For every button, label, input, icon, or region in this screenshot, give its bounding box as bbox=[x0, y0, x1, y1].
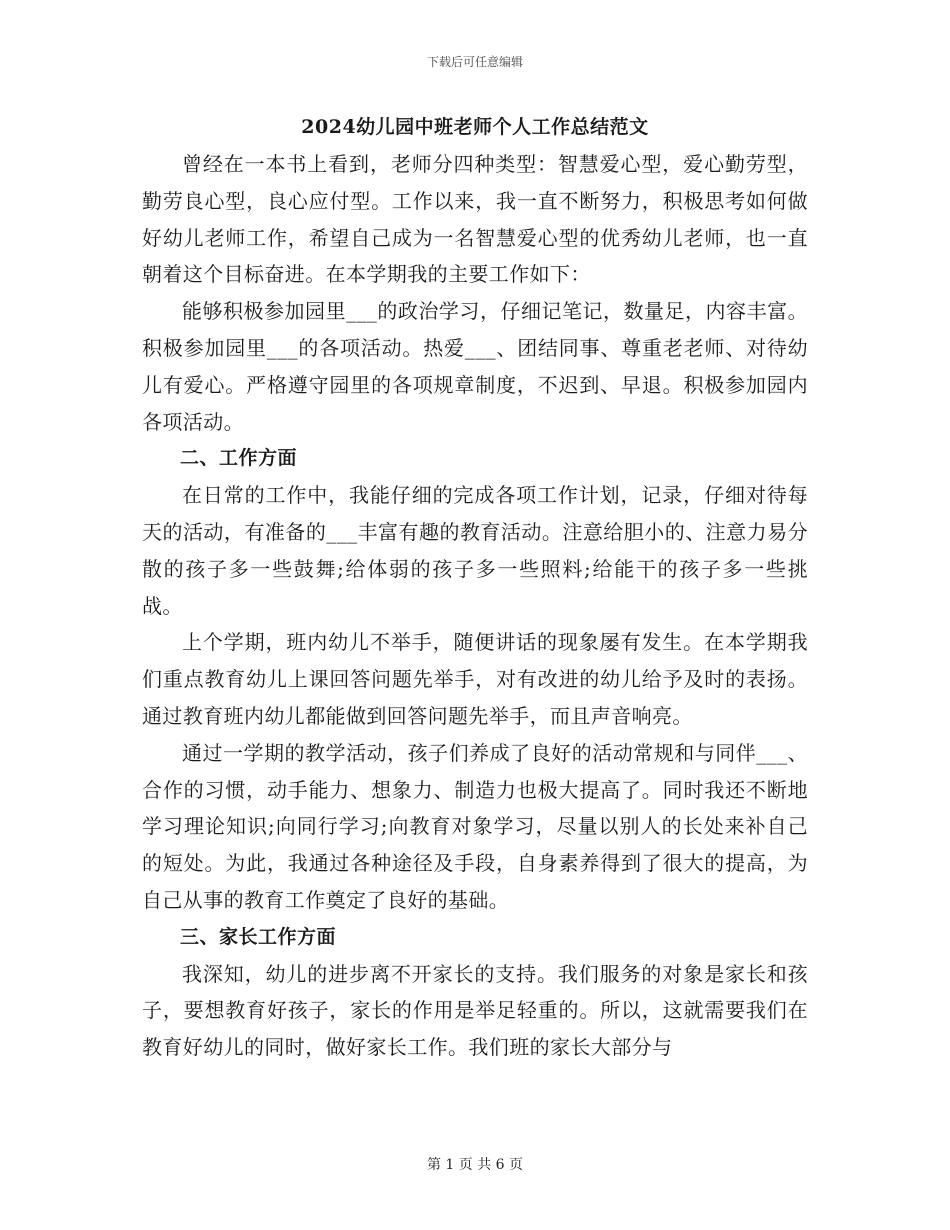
daily-work-paragraph: 在日常的工作中，我能仔细的完成各项工作计划，记录，仔细对待每天的活动，有准备的___丰富有趣的教育活动。注意给胆小的、注意力易分散的孩子多一些鼓舞;给体弱的孩子多一些照料;给能干的孩子多一些挑战。 bbox=[142, 483, 808, 618]
hand-raising-paragraph: 上个学期，班内幼儿不举手，随便讲话的现象屡有发生。在本学期我们重点教育幼儿上课回答问题先举手，对有改进的幼儿给予及时的表扬。通过教育班内幼儿都能做到回答问题先举手，而且声音响亮。 bbox=[142, 630, 808, 728]
document-body bbox=[142, 146, 808, 1066]
politics-paragraph: 能够积极参加园里___的政治学习，仔细记笔记，数量足，内容丰富。积极参加园里___的各项活动。热爱___、团结同事、尊重老老师、对待幼儿有爱心。严格遵守园里的各项规章制度，不迟到、早退。积极参加园内各项活动。 bbox=[142, 299, 808, 434]
page-header-note: 下载后可任意编辑 bbox=[426, 55, 523, 69]
teaching-activity-paragraph: 通过一学期的教学活动，孩子们养成了良好的活动常规和与同伴___、合作的习惯，动手能力、想象力、制造力也极大提高了。同时我还不断地学习理论知识;向同行学习;向教育对象学习，尽量以别人的长处来补自己的短处。为此，我通过各种途径及手段，自身素养得到了很大的提高，为自己从事的教育工作奠定了良好的基础。 bbox=[142, 740, 808, 912]
page-footer-number: 第 1 页 共 6 页 bbox=[426, 1157, 524, 1173]
document-title: 2024幼儿园中班老师个人工作总结范文 bbox=[301, 116, 649, 138]
intro-paragraph: 曾经在一本书上看到，老师分四种类型：智慧爱心型，爱心勤劳型，勤劳良心型，良心应付型。工作以来，我一直不断努力，积极思考如何做好幼儿老师工作，希望自己成为一名智慧爱心型的优秀幼儿老师，也一直朝着这个目标奋进。在本学期我的主要工作如下： bbox=[142, 152, 808, 287]
parents-paragraph: 我深知，幼儿的进步离不开家长的支持。我们服务的对象是家长和孩子，要想教育好孩子，家长的作用是举足轻重的。所以，这就需要我们在教育好幼儿的同时，做好家长工作。我们班的家长大部分与 bbox=[142, 961, 808, 1060]
section-heading-parents: 三、家长工作方面 bbox=[180, 925, 337, 948]
section-heading-work: 二、工作方面 bbox=[180, 447, 298, 470]
